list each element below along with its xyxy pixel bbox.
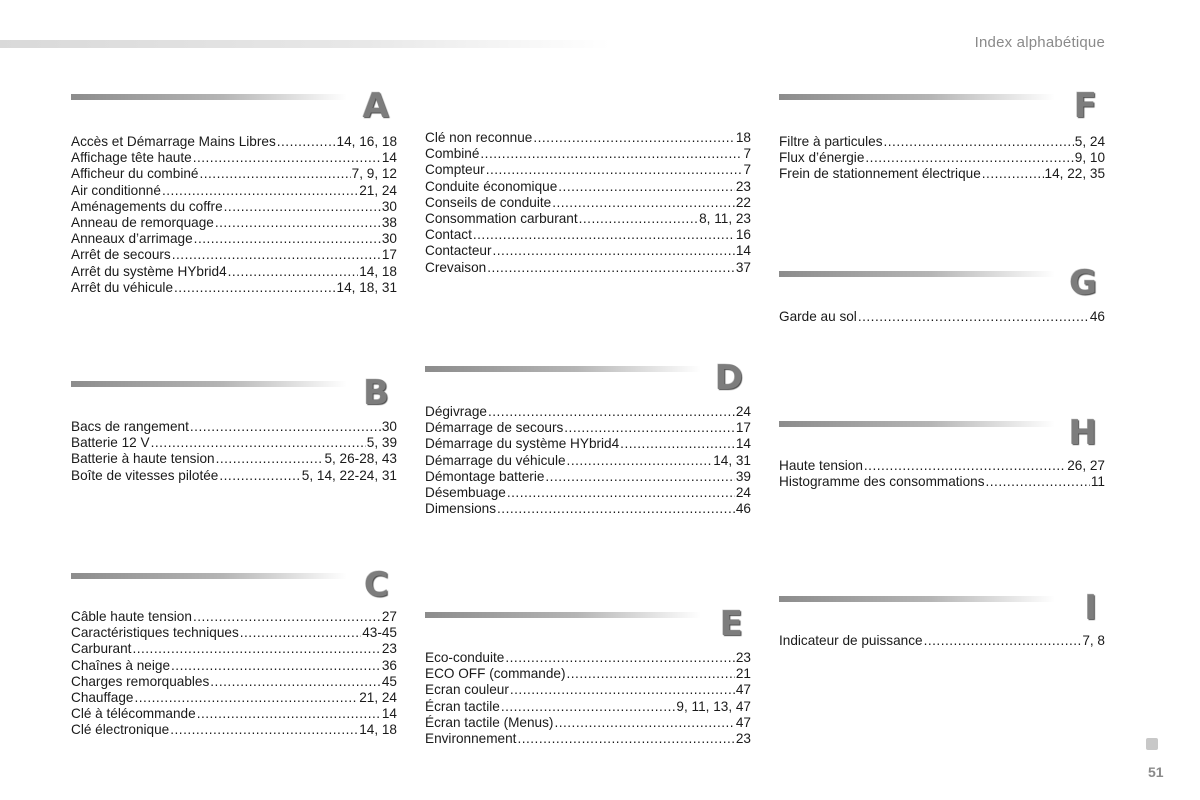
index-entry — [71, 150, 397, 166]
dot-leader — [170, 722, 358, 738]
index-entry-label: Charges remorquables — [71, 673, 210, 689]
index-entry — [425, 485, 751, 501]
index-entry-pages: 14, 22, 35 — [1044, 166, 1105, 182]
index-entry — [71, 706, 397, 722]
index-entry-label: Aménagements du coffre — [71, 198, 223, 214]
index-entry-pages: 37 — [735, 259, 751, 275]
index-entry-label: Air conditionné — [71, 182, 161, 198]
dot-leader — [162, 183, 358, 199]
index-entry — [425, 260, 751, 276]
index-entry-label: Contacteur — [425, 243, 492, 259]
index-entry-pages: 11 — [1090, 474, 1105, 490]
dot-leader — [558, 179, 735, 195]
dot-leader — [986, 474, 1090, 490]
index-entry — [71, 674, 397, 690]
index-entry-label: Environnement — [425, 731, 517, 747]
index-entry-pages: 5, 14, 22-24, 31 — [301, 467, 397, 483]
header-rule — [0, 40, 610, 48]
index-entry — [71, 215, 397, 231]
index-entry-pages: 16 — [735, 227, 751, 243]
index-entry-pages: 23 — [381, 641, 397, 657]
dot-leader — [924, 633, 1082, 649]
index-entry-label: Démarrage de secours — [425, 420, 564, 436]
index-entry — [425, 243, 751, 259]
page-number: 51 — [1148, 764, 1164, 780]
index-entry-pages: 39 — [735, 468, 751, 484]
index-entry — [71, 625, 397, 641]
index-entry — [425, 682, 751, 698]
index-entry — [425, 211, 751, 227]
index-entry-label: Dégivrage — [425, 404, 487, 419]
index-entry-label: Arrêt du véhicule — [71, 279, 174, 295]
index-entry — [779, 150, 1105, 166]
index-entry-pages: 8, 11, 23 — [699, 211, 751, 227]
index-entry-label: Dimensions — [425, 501, 497, 517]
index-entry — [425, 227, 751, 243]
dot-leader — [488, 404, 735, 420]
dot-leader — [219, 468, 300, 484]
index-entry-pages: 7 — [743, 146, 751, 162]
index-entry — [779, 166, 1105, 182]
index-entry-label: Anneau de remorquage — [71, 215, 214, 231]
index-entry-label: Indicateur de puissance — [779, 633, 923, 648]
index-entry-pages: 14 — [381, 150, 397, 166]
section-g — [779, 263, 1105, 325]
index-entry-pages: 14 — [381, 706, 397, 722]
dot-leader — [174, 280, 336, 296]
index-entry — [71, 199, 397, 215]
index-entry-label: Carburant — [71, 641, 132, 657]
page-header-title: Index alphabétique — [974, 34, 1105, 51]
section-c-header — [71, 565, 397, 609]
dot-leader — [190, 419, 381, 435]
index-entry-label: Filtre à particules — [779, 134, 883, 149]
index-entry-label: Afficheur du combiné — [71, 166, 199, 182]
dot-leader — [193, 150, 381, 166]
index-entry — [425, 420, 751, 436]
index-entry-label: Écran tactile (Menus) — [425, 714, 554, 730]
index-entry — [71, 183, 397, 199]
dot-leader — [545, 469, 734, 485]
dot-leader — [193, 609, 381, 625]
section-c-continued — [425, 130, 751, 276]
section-c-letter: C — [364, 565, 389, 605]
index-entry — [425, 404, 751, 420]
section-h-bar — [779, 421, 1055, 427]
dot-leader — [497, 501, 735, 517]
index-entry-label: Conseils de conduite — [425, 194, 552, 210]
index-entry-label: Arrêt de secours — [71, 247, 171, 263]
dot-leader — [194, 231, 381, 247]
index-entry-label: Clé électronique — [71, 722, 170, 738]
index-entry — [71, 166, 397, 182]
section-b — [71, 373, 397, 484]
index-entry-label: Chauffage — [71, 690, 134, 706]
index-entry — [425, 453, 751, 469]
dot-leader — [564, 420, 735, 436]
index-entry-pages: 24 — [735, 485, 751, 501]
section-b-letter: B — [363, 373, 389, 413]
index-entry — [779, 134, 1105, 150]
index-entry-label: Affichage tête haute — [71, 150, 192, 166]
dot-leader — [567, 453, 713, 469]
index-entry-label: Démarrage du véhicule — [425, 452, 566, 468]
index-entry-pages: 18 — [735, 130, 751, 145]
dot-leader — [171, 658, 381, 674]
index-entry-label: ECO OFF (commande) — [425, 666, 566, 682]
index-entry — [71, 641, 397, 657]
section-c — [71, 565, 397, 739]
index-entry-label: Arrêt du système HYbrid4 — [71, 263, 227, 279]
section-i — [779, 588, 1105, 649]
dot-leader — [533, 130, 735, 146]
index-entry-pages: 30 — [381, 198, 397, 214]
index-entry — [71, 435, 397, 451]
dot-leader — [620, 436, 735, 452]
dot-leader — [210, 674, 381, 690]
index-entry-label: Anneaux d’arrimage — [71, 231, 193, 247]
index-entry-pages: 22 — [735, 194, 751, 210]
index-entry-pages: 45 — [381, 673, 397, 689]
index-entry-label: Accès et Démarrage Mains Libres — [71, 134, 276, 149]
index-entry-label: Haute tension — [779, 458, 863, 473]
section-h-entries — [779, 458, 1105, 490]
section-i-entries — [779, 633, 1105, 649]
section-g-letter: G — [1069, 263, 1097, 303]
dot-leader — [554, 715, 734, 731]
index-entry-pages: 30 — [381, 231, 397, 247]
index-entry — [425, 130, 751, 146]
index-entry — [779, 633, 1105, 649]
index-entry — [71, 609, 397, 625]
index-entry-pages: 9, 10 — [1074, 150, 1105, 166]
section-i-letter: I — [1084, 588, 1097, 628]
section-d-header — [425, 358, 751, 404]
dot-leader — [510, 682, 735, 698]
index-entry — [71, 468, 397, 484]
dot-leader — [277, 134, 336, 150]
dot-leader — [858, 309, 1089, 325]
dot-leader — [501, 699, 676, 715]
index-entry-pages: 14 — [735, 243, 751, 259]
section-d-entries — [425, 404, 751, 517]
index-entry-label: Boîte de vitesses pilotée — [71, 467, 219, 483]
dot-leader — [215, 215, 381, 231]
index-entry — [425, 731, 751, 747]
dot-leader — [228, 264, 359, 280]
index-entry-label: Clé à télécommande — [71, 706, 196, 722]
index-entry-pages: 9, 11, 13, 47 — [676, 698, 751, 714]
index-entry-pages: 47 — [735, 714, 751, 730]
index-entry-label: Eco-conduite — [425, 650, 505, 665]
index-entry — [425, 146, 751, 162]
index-entry-label: Écran tactile — [425, 698, 500, 714]
index-entry-pages: 14 — [735, 436, 751, 452]
dot-leader — [224, 199, 381, 215]
dot-leader — [216, 451, 324, 467]
section-a-bar — [71, 94, 347, 100]
index-entry-pages: 14, 18 — [359, 263, 397, 279]
section-e — [425, 604, 751, 747]
dot-leader — [487, 260, 735, 276]
dot-leader — [493, 243, 735, 259]
dot-leader — [197, 706, 381, 722]
index-entry — [779, 458, 1105, 474]
index-entry-pages: 17 — [735, 420, 751, 436]
index-entry — [71, 690, 397, 706]
dot-leader — [505, 650, 735, 666]
dot-leader — [579, 211, 698, 227]
dot-leader — [517, 731, 734, 747]
section-e-bar — [425, 612, 701, 618]
index-entry — [779, 474, 1105, 490]
index-entry — [425, 699, 751, 715]
dot-leader — [240, 625, 361, 641]
index-entry-pages: 30 — [381, 419, 397, 434]
index-entry — [71, 247, 397, 263]
index-entry-label: Conduite économique — [425, 178, 558, 194]
index-entry-pages: 7, 9, 12 — [351, 166, 397, 182]
index-entry-label: Consommation carburant — [425, 211, 578, 227]
section-f-entries — [779, 134, 1105, 183]
section-e-header — [425, 604, 751, 650]
index-entry — [425, 162, 751, 178]
section-c-continued-entries — [425, 130, 751, 276]
dot-leader — [864, 458, 1066, 474]
index-entry-pages: 17 — [381, 247, 397, 263]
section-b-bar — [71, 381, 347, 387]
index-entry-label: Garde au sol — [779, 309, 857, 324]
section-f-header — [779, 86, 1105, 134]
section-f — [779, 86, 1105, 183]
index-entry-pages: 23 — [735, 178, 751, 194]
section-h-letter: H — [1068, 413, 1097, 453]
section-a-header — [71, 86, 397, 134]
index-entry-pages: 43-45 — [362, 625, 397, 641]
section-g-entries — [779, 309, 1105, 325]
section-d-letter: D — [714, 358, 743, 398]
index-entry-label: Clé non reconnue — [425, 130, 533, 145]
index-entry — [425, 469, 751, 485]
index-entry-pages: 14, 18 — [359, 722, 397, 738]
index-entry-label: Histogramme des consommations — [779, 474, 985, 490]
section-h — [779, 413, 1105, 490]
index-entry-label: Ecran couleur — [425, 682, 509, 698]
index-entry — [425, 666, 751, 682]
index-entry-label: Batterie 12 V — [71, 435, 150, 451]
corner-square-icon — [1146, 738, 1158, 750]
dot-leader — [135, 690, 359, 706]
index-entry — [425, 650, 751, 666]
index-entry-pages: 47 — [735, 682, 751, 698]
dot-leader — [552, 195, 735, 211]
section-a-letter: A — [362, 86, 389, 126]
index-entry-pages: 14, 16, 18 — [336, 134, 397, 149]
index-entry — [425, 715, 751, 731]
section-i-header — [779, 588, 1105, 633]
dot-leader — [199, 166, 350, 182]
dot-leader — [865, 150, 1073, 166]
index-entry-pages: 14, 18, 31 — [336, 279, 397, 295]
section-a — [71, 86, 397, 296]
index-entry-pages: 38 — [381, 215, 397, 231]
index-entry-label: Crevaison — [425, 259, 487, 275]
index-entry — [425, 179, 751, 195]
index-entry-label: Contact — [425, 227, 472, 243]
index-entry-pages: 46 — [1089, 309, 1105, 324]
index-entry-label: Flux d’énergie — [779, 150, 865, 166]
index-entry-label: Compteur — [425, 162, 485, 178]
section-i-bar — [779, 596, 1055, 602]
index-entry-pages: 23 — [735, 650, 751, 665]
index-entry-pages: 5, 24 — [1074, 134, 1105, 149]
index-entry-label: Démarrage du système HYbrid4 — [425, 436, 620, 452]
index-entry-pages: 5, 39 — [366, 435, 397, 451]
dot-leader — [507, 485, 735, 501]
index-entry-label: Bacs de rangement — [71, 419, 189, 434]
index-entry-label: Câble haute tension — [71, 609, 192, 624]
index-entry-pages: 27 — [381, 609, 397, 624]
index-entry-label: Désembuage — [425, 485, 506, 501]
dot-leader — [151, 435, 366, 451]
dot-leader — [480, 146, 742, 162]
section-g-bar — [779, 271, 1055, 277]
section-a-entries — [71, 134, 397, 296]
index-entry — [71, 231, 397, 247]
index-entry-label: Frein de stationnement électrique — [779, 166, 981, 182]
dot-leader — [172, 247, 381, 263]
index-entry-label: Démontage batterie — [425, 468, 545, 484]
dot-leader — [884, 134, 1074, 150]
index-entry — [425, 501, 751, 517]
index-entry-label: Batterie à haute tension — [71, 451, 215, 467]
section-h-header — [779, 413, 1105, 458]
index-entry — [71, 264, 397, 280]
index-entry — [71, 451, 397, 467]
section-b-entries — [71, 419, 397, 484]
index-entry-pages: 26, 27 — [1067, 458, 1105, 473]
index-entry-label: Combiné — [425, 146, 480, 162]
section-f-letter: F — [1073, 86, 1097, 126]
index-entry-pages: 24 — [735, 404, 751, 419]
index-entry — [71, 280, 397, 296]
dot-leader — [473, 227, 735, 243]
index-entry — [779, 309, 1105, 325]
index-entry — [71, 658, 397, 674]
index-entry-label: Caractéristiques techniques — [71, 625, 239, 641]
dot-leader — [567, 666, 735, 682]
section-d-bar — [425, 366, 701, 372]
index-entry-pages: 21, 24 — [359, 690, 397, 706]
index-entry-pages: 14, 31 — [713, 452, 751, 468]
section-c-bar — [71, 573, 347, 579]
section-e-entries — [425, 650, 751, 747]
section-c-entries — [71, 609, 397, 739]
index-entry-pages: 7, 8 — [1082, 633, 1105, 648]
section-e-letter: E — [719, 604, 743, 644]
section-f-bar — [779, 94, 1055, 100]
index-entry — [71, 722, 397, 738]
index-entry — [71, 419, 397, 435]
index-entry-pages: 46 — [735, 501, 751, 517]
index-entry-pages: 23 — [735, 731, 751, 747]
index-entry-pages: 21, 24 — [359, 182, 397, 198]
index-entry — [425, 195, 751, 211]
dot-leader — [132, 641, 380, 657]
section-b-header — [71, 373, 397, 419]
index-entry-pages: 21 — [735, 666, 751, 682]
dot-leader — [982, 166, 1044, 182]
index-entry — [71, 134, 397, 150]
dot-leader — [486, 162, 743, 178]
index-entry-pages: 36 — [381, 657, 397, 673]
index-entry-pages: 7 — [743, 162, 751, 178]
index-entry — [425, 436, 751, 452]
index-entry-label: Chaînes à neige — [71, 657, 171, 673]
index-entry-pages: 5, 26-28, 43 — [324, 451, 397, 467]
section-d — [425, 358, 751, 517]
section-g-header — [779, 263, 1105, 309]
